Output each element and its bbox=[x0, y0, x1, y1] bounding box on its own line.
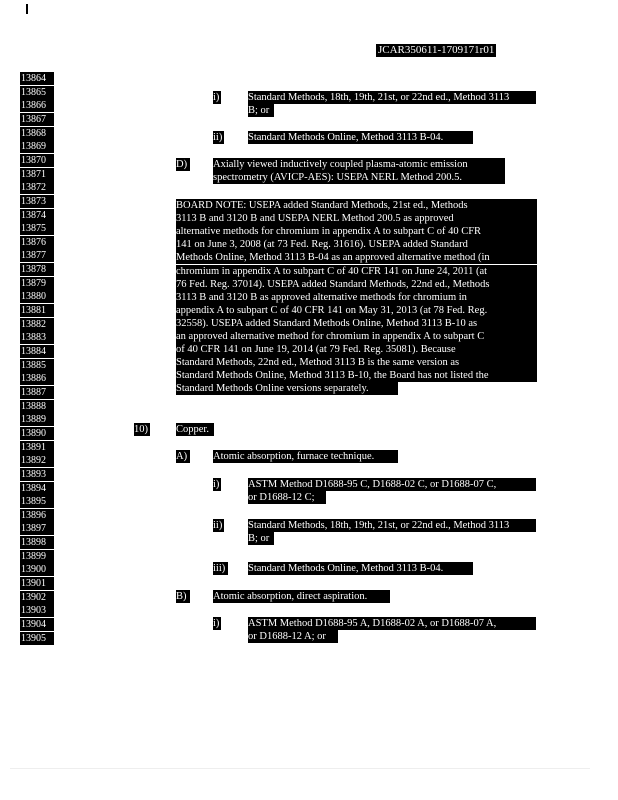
line-number: 13881 bbox=[20, 304, 54, 317]
line-number: 13892 bbox=[20, 454, 54, 467]
line-number: 13870 bbox=[20, 154, 54, 167]
line-number: 13882 bbox=[20, 318, 54, 331]
line-number: 13885 bbox=[20, 359, 54, 372]
method-text: Standard Methods Online, Method 3113 B-04. bbox=[248, 562, 473, 575]
line-number: 13900 bbox=[20, 563, 54, 576]
board-note-line: 76 Fed. Reg. 37014). USEPA added Standard Methods, 22nd ed., Methods bbox=[176, 278, 537, 291]
item-marker: i) bbox=[213, 479, 220, 490]
document-id: JCAR350611-1709171r01 bbox=[378, 44, 495, 56]
board-note-line: chromium in appendix A to subpart C of 40 CFR 141 on June 24, 2011 (at bbox=[176, 265, 537, 278]
line-number: 13893 bbox=[20, 468, 54, 481]
line-number: 13869 bbox=[20, 140, 54, 153]
item-marker: i) bbox=[213, 618, 220, 629]
board-note-line: alternative methods for chromium in appendix A to subpart C of 40 CFR bbox=[176, 225, 537, 238]
line-number: 13898 bbox=[20, 536, 54, 549]
line-number: 13871 bbox=[20, 168, 54, 181]
line-number: 13886 bbox=[20, 372, 54, 385]
board-note-line: an approved alternative method for chromium in appendix A to subpart C bbox=[176, 330, 537, 343]
line-number: 13866 bbox=[20, 99, 54, 112]
method-text: Atomic absorption, furnace technique. bbox=[213, 450, 398, 463]
line-number: 13867 bbox=[20, 113, 54, 126]
item-marker: A) bbox=[176, 450, 190, 463]
line-number: 13902 bbox=[20, 591, 54, 604]
line-number: 13876 bbox=[20, 236, 54, 249]
method-text: Standard Methods, 18th, 19th, 21st, or 22nd ed., Method 3113 bbox=[248, 91, 536, 104]
scan-mark bbox=[26, 4, 28, 14]
line-number: 13874 bbox=[20, 209, 54, 222]
board-note-line: Standard Methods, 22nd ed., Method 3113 B is the same version as bbox=[176, 356, 537, 369]
line-number: 13872 bbox=[20, 181, 54, 194]
method-text: or D1688-12 C; bbox=[248, 491, 326, 504]
line-number: 13877 bbox=[20, 249, 54, 262]
method-text: Standard Methods Online, Method 3113 B-04. bbox=[248, 131, 473, 144]
item-marker: ii) bbox=[213, 520, 223, 531]
method-text: ASTM Method D1688-95 C, D1688-02 C, or D1688-07 C, bbox=[248, 478, 536, 491]
line-number: 13891 bbox=[20, 441, 54, 454]
board-note-line: Standard Methods Online, Method 3113 B-10, the Board has not listed the bbox=[176, 369, 537, 382]
board-note-line: 3113 B and 3120 B as approved alternative methods for chromium in bbox=[176, 291, 537, 304]
line-number: 13899 bbox=[20, 550, 54, 563]
board-note-line: Methods Online, Method 3113 B-04 as an approved alternative method (in bbox=[176, 251, 537, 264]
line-number: 13883 bbox=[20, 331, 54, 344]
method-text: spectrometry (AVICP-AES): USEPA NERL Method 200.5. bbox=[213, 171, 505, 184]
line-number: 13896 bbox=[20, 509, 54, 522]
board-note-line: appendix A to subpart C of 40 CFR 141 on May 31, 2013 (at 78 Fed. Reg. bbox=[176, 304, 537, 317]
line-number: 13901 bbox=[20, 577, 54, 590]
method-text: or D1688-12 A; or bbox=[248, 630, 338, 643]
item-marker: ii) bbox=[213, 132, 223, 143]
board-note-line: 141 on June 3, 2008 (at 73 Fed. Reg. 31616). USEPA added Standard bbox=[176, 238, 537, 251]
line-number: 13888 bbox=[20, 400, 54, 413]
item-marker: 10) bbox=[134, 424, 148, 435]
line-number: 13865 bbox=[20, 86, 54, 99]
board-note-line: 32558). USEPA added Standard Methods Online, Method 3113 B-10 as bbox=[176, 317, 537, 330]
section-heading: Copper. bbox=[176, 423, 214, 436]
line-number: 13904 bbox=[20, 618, 54, 631]
line-number: 13879 bbox=[20, 277, 54, 290]
method-text: B; or bbox=[248, 104, 274, 117]
item-marker: i) bbox=[213, 92, 220, 103]
line-number: 13884 bbox=[20, 345, 54, 358]
line-number: 13868 bbox=[20, 127, 54, 140]
board-note-line: BOARD NOTE: USEPA added Standard Methods, 21st ed., Methods bbox=[176, 199, 537, 212]
line-number: 13873 bbox=[20, 195, 54, 208]
line-number: 13905 bbox=[20, 632, 54, 645]
method-text: Standard Methods, 18th, 19th, 21st, or 22nd ed., Method 3113 bbox=[248, 519, 536, 532]
line-number: 13903 bbox=[20, 604, 54, 617]
footer-rule bbox=[10, 768, 590, 769]
line-number: 13875 bbox=[20, 222, 54, 235]
line-number: 13895 bbox=[20, 495, 54, 508]
method-text: Axially viewed inductively coupled plasma-atomic emission bbox=[213, 158, 505, 171]
line-number: 13890 bbox=[20, 427, 54, 440]
line-number: 13894 bbox=[20, 482, 54, 495]
method-text: Atomic absorption, direct aspiration. bbox=[213, 590, 390, 603]
item-marker: D) bbox=[176, 158, 190, 171]
line-number: 13889 bbox=[20, 413, 54, 426]
method-text: ASTM Method D1688-95 A, D1688-02 A, or D1688-07 A, bbox=[248, 617, 536, 630]
board-note-line: Standard Methods Online versions separately. bbox=[176, 382, 398, 395]
item-marker: iii) bbox=[213, 562, 228, 575]
board-note-line: 3113 B and 3120 B and USEPA NERL Method 200.5 as approved bbox=[176, 212, 537, 225]
method-text: B; or bbox=[248, 532, 274, 545]
line-number: 13880 bbox=[20, 290, 54, 303]
line-number: 13897 bbox=[20, 522, 54, 535]
line-number: 13864 bbox=[20, 72, 54, 85]
board-note-line: of 40 CFR 141 on June 19, 2014 (at 79 Fed. Reg. 35081). Because bbox=[176, 343, 537, 356]
line-number: 13878 bbox=[20, 263, 54, 276]
item-marker: B) bbox=[176, 590, 190, 603]
line-number: 13887 bbox=[20, 386, 54, 399]
